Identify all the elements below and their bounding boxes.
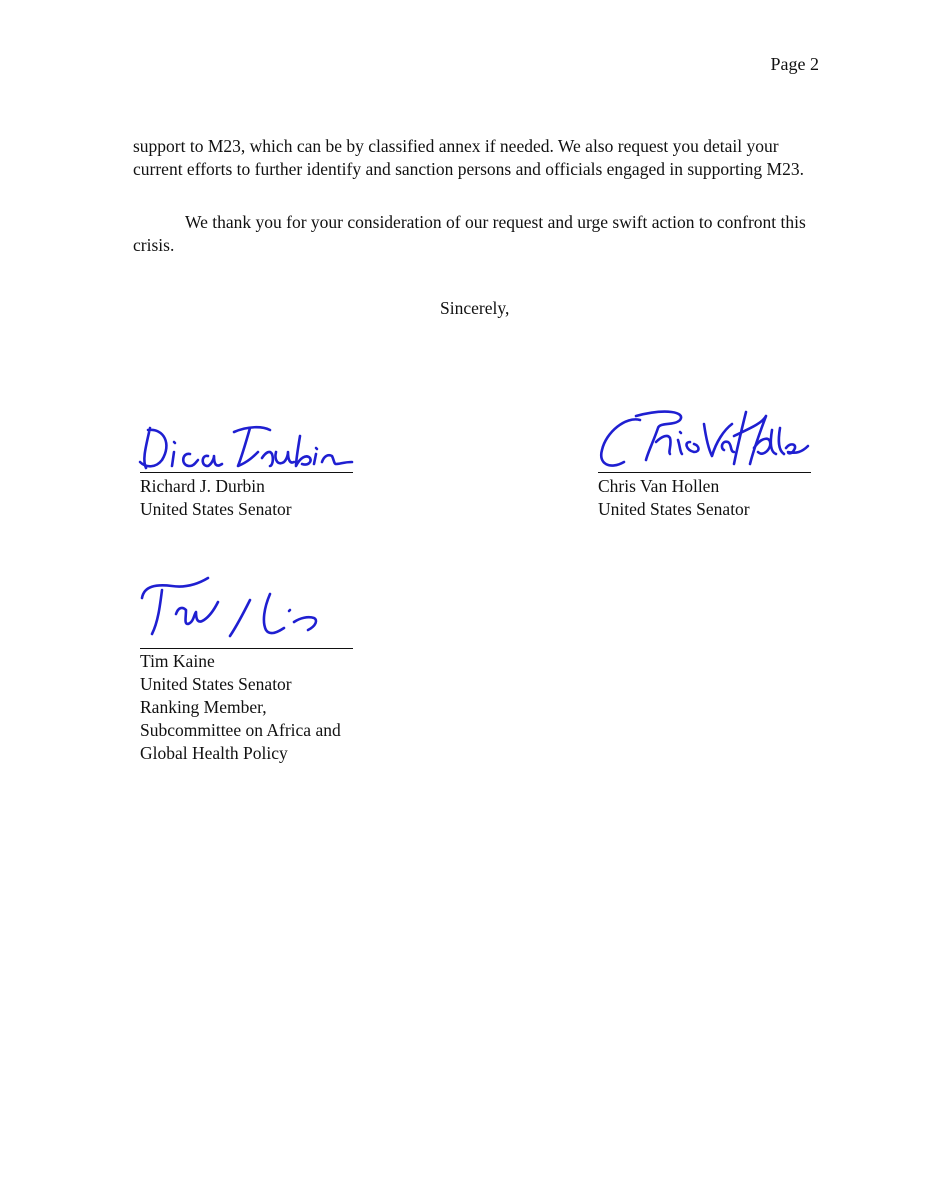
- signatory-title: United States Senator: [598, 499, 750, 519]
- signatory-block-kaine: [140, 650, 341, 765]
- signatory-block-van-hollen: [598, 475, 750, 521]
- body-paragraph: We thank you for your consideration of our request and urge swift action to confront this crisis.: [133, 212, 806, 255]
- signature-durbin: [138, 418, 358, 473]
- page-number: Page 2: [770, 54, 819, 74]
- signatory-title: Global Health Policy: [140, 743, 288, 763]
- signature-van-hollen: [596, 402, 816, 474]
- closing: Sincerely,: [440, 298, 510, 318]
- signatory-title: Subcommittee on Africa and: [140, 720, 341, 740]
- signature-line: [140, 648, 353, 649]
- signature-line: [598, 472, 811, 473]
- signatory-name: Richard J. Durbin: [140, 476, 265, 496]
- signatory-name: Chris Van Hollen: [598, 476, 720, 496]
- signatory-title: United States Senator: [140, 674, 292, 694]
- signature-kaine: [138, 572, 358, 642]
- signatory-block-durbin: [140, 475, 292, 521]
- signatory-title: Ranking Member,: [140, 697, 267, 717]
- signature-line: [140, 472, 353, 473]
- signatory-name: Tim Kaine: [140, 651, 215, 671]
- signatory-title: United States Senator: [140, 499, 292, 519]
- body-paragraph: support to M23, which can be by classified annex if needed. We also request you detail your current efforts to further identify and sanction persons and officials engaged in supporting M23.: [133, 136, 804, 179]
